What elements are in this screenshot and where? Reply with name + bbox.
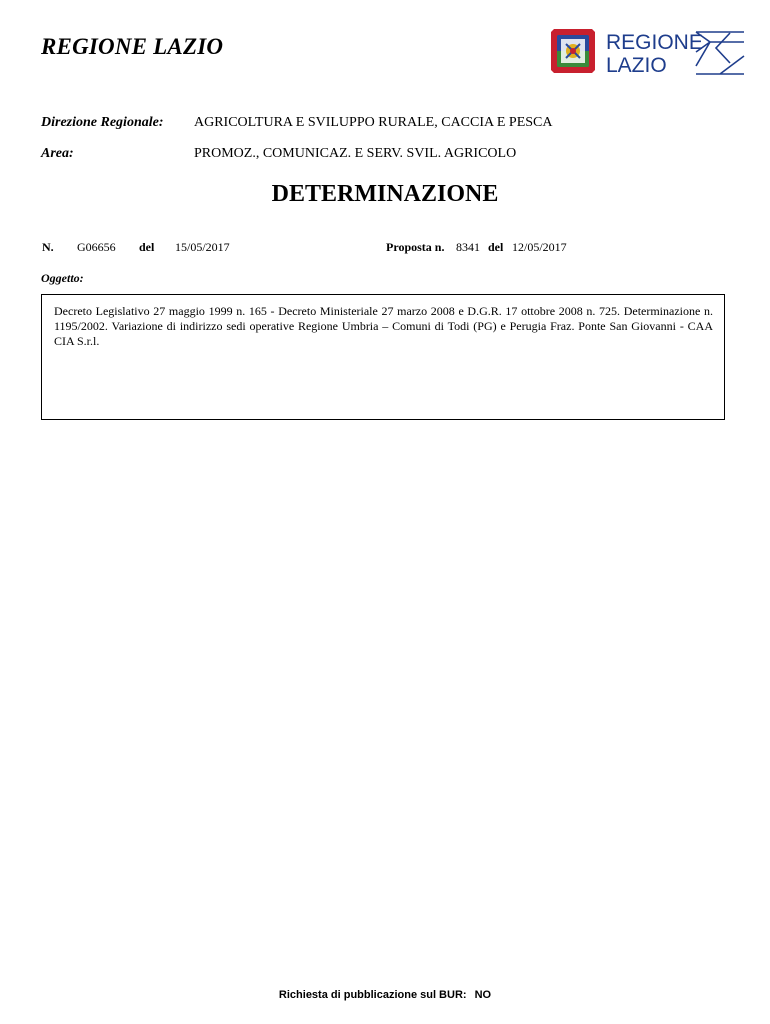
oggetto-box xyxy=(41,294,725,420)
footer-label: Richiesta di pubblicazione sul BUR: xyxy=(278,989,467,1001)
logo-text-line1: REGIONE xyxy=(606,31,703,54)
proposta-label: Proposta n. xyxy=(386,240,445,254)
logo-text-line2: LAZIO xyxy=(606,54,667,77)
area-label: Area: xyxy=(41,146,74,161)
footer-value: NO xyxy=(474,989,492,1001)
regione-lazio-emblem-icon xyxy=(551,29,595,73)
oggetto-label: Oggetto: xyxy=(41,271,84,285)
number-value: G06656 xyxy=(77,240,116,254)
regione-lazio-logo xyxy=(548,26,748,80)
proposta-date: 12/05/2017 xyxy=(512,240,567,254)
proposta-del-label: del xyxy=(488,240,504,254)
header-title: REGIONE LAZIO xyxy=(41,34,224,59)
proposta-value: 8341 xyxy=(456,240,480,254)
direzione-value: AGRICOLTURA E SVILUPPO RURALE, CACCIA E PESCA xyxy=(194,115,553,130)
oggetto-text: Decreto Legislativo 27 maggio 1999 n. 165 - Decreto Ministeriale 27 marzo 2008 e D.G.R. 17 ottobre 2008 n. 725. Determinazione n. 1195/2002. Variazione di indirizzo sedi operative Regione Umbria – Comuni di Todi (PG) e Perugia Fraz. Ponte San Giovanni - CAA CIA S.r.l. xyxy=(54,304,713,348)
document-date: 15/05/2017 xyxy=(175,240,230,254)
date-del-label: del xyxy=(139,240,155,254)
footer xyxy=(0,989,770,1001)
area-value: PROMOZ., COMUNICAZ. E SERV. SVIL. AGRICOLO xyxy=(194,146,517,161)
number-label: N. xyxy=(42,240,54,254)
document-title: DETERMINAZIONE xyxy=(271,181,499,207)
direzione-label: Direzione Regionale: xyxy=(41,115,164,130)
